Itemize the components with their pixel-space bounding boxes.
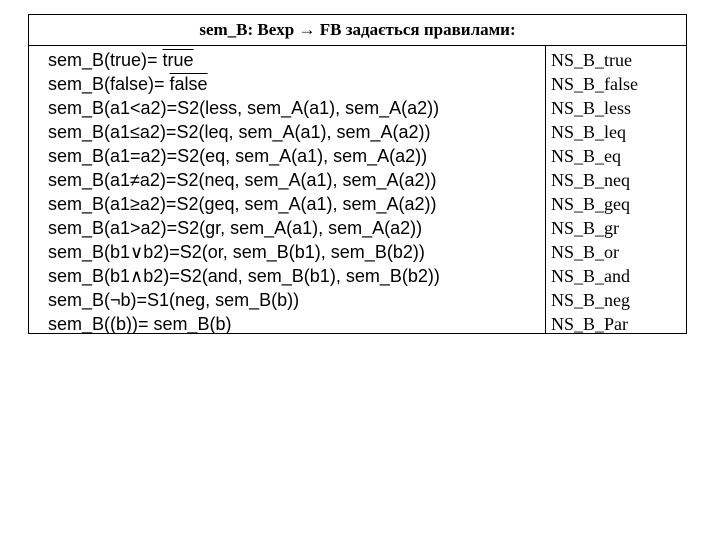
column-divider	[545, 46, 546, 334]
rule-expression: sem_B(¬b)=S1(neg, sem_B(b))	[48, 290, 300, 310]
semantic-rules-table	[28, 14, 687, 334]
rule-expression: sem_B(a1<a2)=S2(less, sem_A(a1), sem_A(a2))	[48, 98, 440, 118]
rule-row	[48, 264, 543, 288]
rule-row	[48, 144, 543, 168]
rule-expression: sem_B(b1∧b2)=S2(and, sem_B(b1), sem_B(b2))	[48, 266, 440, 286]
rule-row	[48, 96, 543, 120]
rule-expression: sem_B(false)=	[48, 74, 170, 94]
rule-name: NS_B_neq	[551, 170, 631, 190]
table-header: sem_B: Bexp → FB задається правилами:	[29, 15, 686, 46]
rule-row	[48, 120, 543, 144]
rule-row	[48, 72, 543, 96]
rule-name: NS_B_and	[551, 266, 631, 286]
rule-name: NS_B_gr	[551, 218, 620, 238]
rule-name: NS_B_leq	[551, 122, 627, 142]
rule-expression: sem_B(true)=	[48, 50, 163, 70]
rule-name: NS_B_neg	[551, 290, 631, 310]
rule-row	[48, 312, 543, 336]
rule-name: NS_B_or	[551, 242, 620, 262]
rule-name: NS_B_geq	[551, 194, 631, 214]
rule-expression: sem_B(a1≥a2)=S2(geq, sem_A(a1), sem_A(a2))	[48, 194, 437, 214]
rule-value: false	[169, 74, 208, 94]
rule-name: NS_B_false	[551, 74, 638, 94]
rule-expression: sem_B(a1≠a2)=S2(neq, sem_A(a1), sem_A(a2))	[48, 170, 437, 190]
rule-name: NS_B_Par	[551, 314, 629, 334]
rule-row	[48, 168, 543, 192]
rule-name: NS_B_true	[551, 50, 632, 70]
rule-expression: sem_B(a1≤a2)=S2(leq, sem_A(a1), sem_A(a2))	[48, 122, 431, 142]
rule-row	[48, 288, 543, 312]
rule-name: NS_B_less	[551, 98, 632, 118]
rule-row	[48, 240, 543, 264]
rule-expression: sem_B(a1>a2)=S2(gr, sem_A(a1), sem_A(a2))	[48, 218, 423, 238]
rule-expression: sem_B((b))= sem_B(b)	[48, 314, 232, 334]
rules-column	[48, 48, 543, 336]
rule-row	[48, 192, 543, 216]
rule-expression: sem_B(b1∨b2)=S2(or, sem_B(b1), sem_B(b2))	[48, 242, 425, 262]
rule-names-column	[551, 48, 681, 336]
rule-row	[48, 216, 543, 240]
rule-row	[48, 48, 543, 72]
rule-value: true	[162, 50, 194, 70]
rule-expression: sem_B(a1=a2)=S2(eq, sem_A(a1), sem_A(a2))	[48, 146, 428, 166]
rule-name: NS_B_eq	[551, 146, 622, 166]
